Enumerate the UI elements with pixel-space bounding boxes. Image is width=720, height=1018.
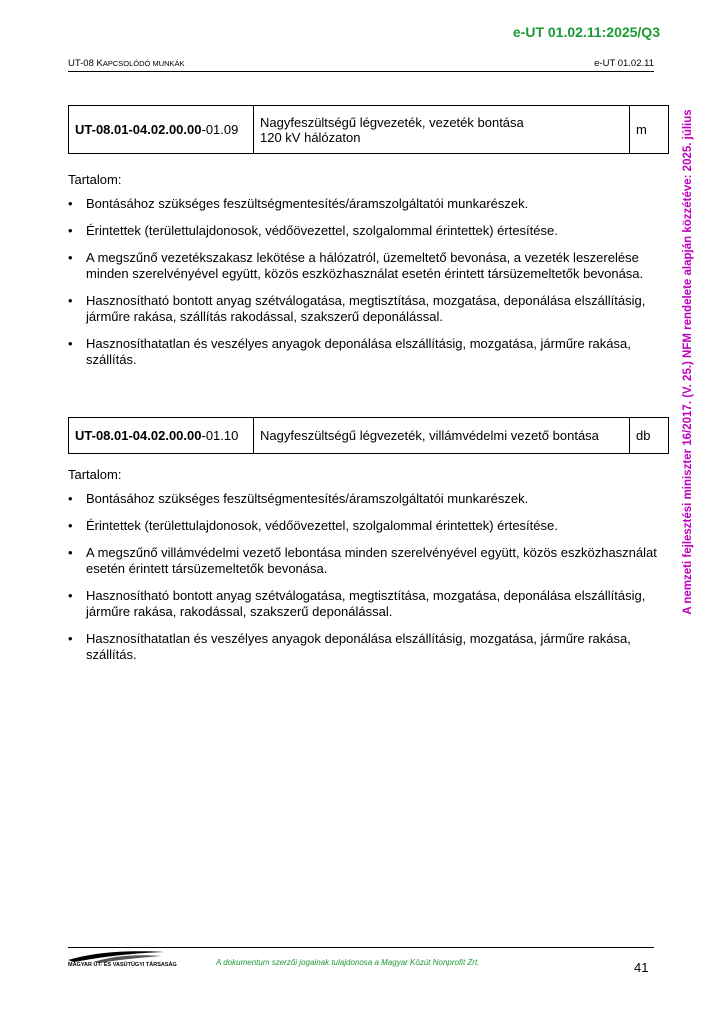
running-header-left: UT-08 KAPCSOLÓDÓ MUNKÁK — [68, 58, 185, 69]
list-item: • A megszűnő vezetékszakasz lekötése a hálózatról, üzemeltető bevonása, a vezeték leszerelése minden szerelvényével együtt, közös eszközhasználat esetén érintett társüzemeltetők bevonása. — [68, 250, 644, 281]
content-label: Tartalom: — [68, 467, 122, 482]
copyright-notice: A dokumentum szerzői jogainak tulajdonosa a Magyar Közút Nonprofit Zrt. — [216, 958, 480, 967]
item-code: UT-08.01-04.02.00.00-01.10 — [69, 418, 254, 454]
item-unit: db — [630, 418, 669, 454]
content-list — [68, 491, 658, 663]
content-label: Tartalom: — [68, 172, 122, 187]
list-item: • Érintettek (területtulajdonosok, védőövezettel, szolgalommal érintettek) értesítése. — [68, 223, 558, 238]
list-item: • Bontásához szükséges feszültségmentesítés/áramszolgáltatói munkarészek. — [68, 491, 529, 506]
item-title: Nagyfeszültségű légvezeték, vezeték bontása 120 kV hálózaton — [254, 106, 630, 154]
document-code: e-UT 01.02.11:2025/Q3 — [512, 24, 660, 40]
item-table-1 — [68, 105, 669, 154]
item-content-1 — [68, 172, 658, 379]
company-logo-icon — [66, 950, 166, 972]
list-item: • Hasznosítható bontott anyag szétválogatása, megtisztítása, mozgatása, deponálása elszállításig, járműre rakása, szállítás rakodással, szakszerű deponálással. — [68, 293, 646, 324]
item-table-2 — [68, 417, 669, 454]
list-item: • A megszűnő villámvédelmi vezető lebontása minden szerelvényével együtt, közös eszközhasználat esetén érintett társüzemeltetők bevonása. — [68, 545, 657, 576]
content-list — [68, 196, 658, 368]
list-item: • Bontásához szükséges feszültségmentesítés/áramszolgáltatói munkarészek. — [68, 196, 529, 211]
list-item: • Hasznosíthatatlan és veszélyes anyagok deponálása elszállításig, mozgatása, járműre rakása, szállítás. — [68, 336, 631, 367]
running-header — [68, 58, 654, 72]
item-unit: m — [630, 106, 669, 154]
list-item: • Érintettek (területtulajdonosok, védőövezettel, szolgalommal érintettek) értesítése. — [68, 518, 558, 533]
logo-text: MAGYAR ÚT- ÉS VASÚTÜGYI TÁRSASÁG — [68, 962, 177, 968]
item-title: Nagyfeszültségű légvezeték, villámvédelmi vezető bontása — [254, 418, 630, 454]
item-content-2 — [68, 467, 658, 674]
list-item: • Hasznosítható bontott anyag szétválogatása, megtisztítása, mozgatása, deponálása elszállításig, járműre rakása, rakodással, szakszerű deponálással. — [68, 588, 646, 619]
footer-rule — [68, 947, 654, 948]
item-code: UT-08.01-04.02.00.00-01.09 — [69, 106, 254, 154]
side-publication-note: A nemzeti fejlesztési miniszter 16/2017. (V. 25.) NFM rendelete alapján közzétéve: 2025. július — [682, 109, 694, 615]
running-header-right: e-UT 01.02.11 — [594, 58, 654, 69]
list-item: • Hasznosíthatatlan és veszélyes anyagok deponálása elszállításig, mozgatása, járműre rakása, szállítás. — [68, 631, 631, 662]
page-number: 41 — [634, 960, 649, 975]
